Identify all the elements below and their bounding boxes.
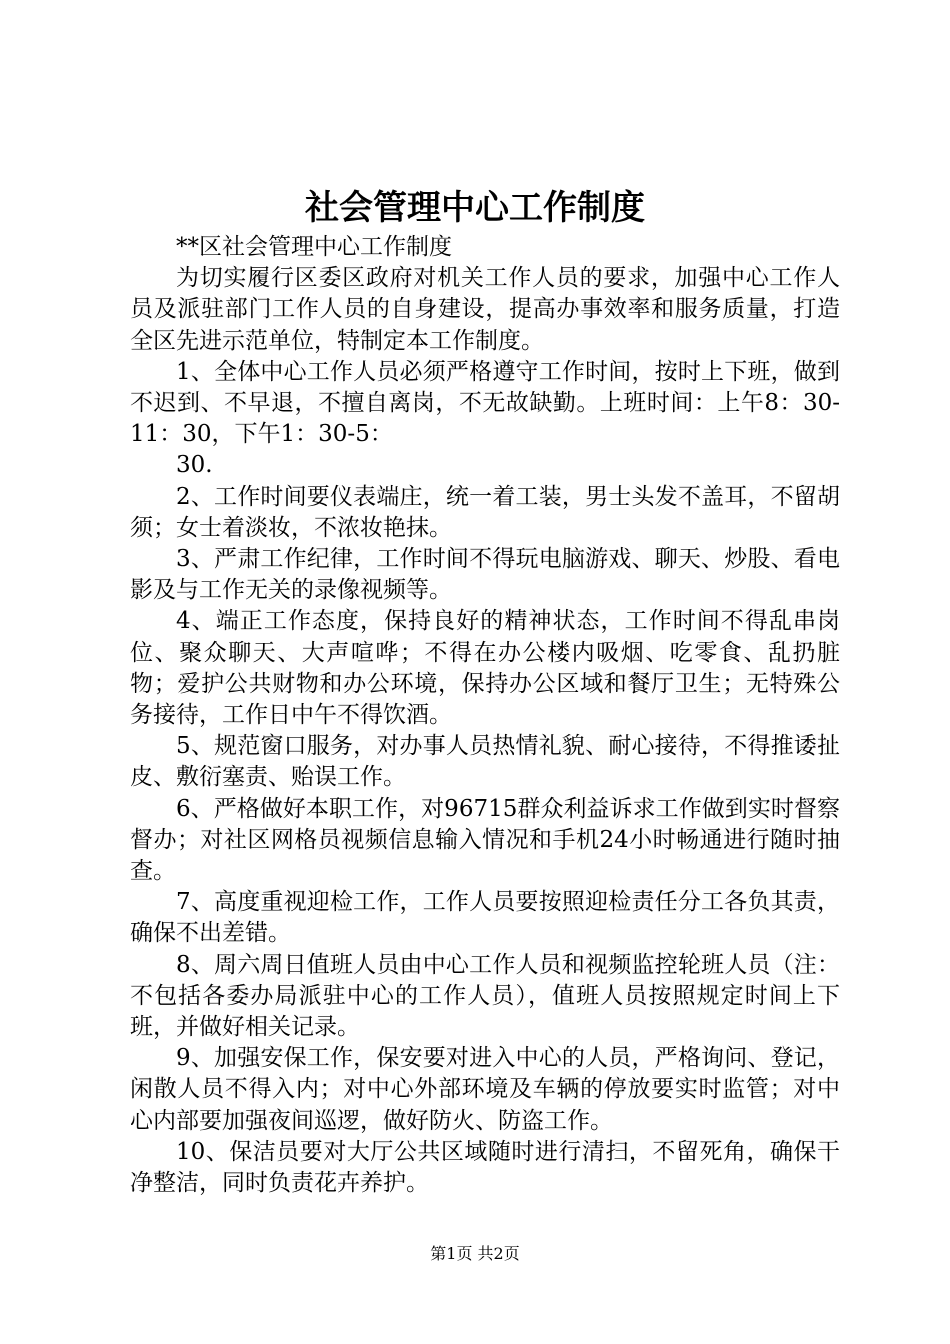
paragraph-rule-1-continued: 30. (176, 452, 213, 479)
paragraph-heading: **区社会管理中心工作制度 (176, 234, 452, 260)
document-title: 社会管理中心工作制度 (305, 188, 645, 228)
paragraph-rule-3: 3、严肃工作纪律，工作时间不得玩电脑游戏、聊天、炒股、看电影及与工作无关的录像视频等。 (130, 546, 840, 604)
paragraph-rule-9: 9、加强安保工作，保安要对进入中心的人员，严格询问、登记，闲散人员不得入内；对中心外部环境及车辆的停放要实时监管；对中心内部要加强夜间巡逻，做好防火、防盗工作。 (130, 1045, 840, 1134)
paragraph-rule-1: 1、全体中心工作人员必须严格遵守工作时间，按时上下班，做到不迟到、不早退，不擅自离岗，不无故缺勤。上班时间：上午8：30-11：30，下午1：30-5： (130, 358, 840, 448)
paragraph-rule-8: 8、周六周日值班人员由中心工作人员和视频监控轮班人员（注：不包括各委办局派驻中心的工作人员），值班人员按照规定时间上下班，并做好相关记录。 (130, 951, 840, 1041)
page-footer: 第1页 共2页 (430, 1244, 520, 1263)
paragraph-rule-6: 6、严格做好本职工作，对96715群众利益诉求工作做到实时督察督办；对社区网格员视频信息输入情况和手机24小时畅通进行随时抽查。 (130, 795, 840, 885)
paragraph-rule-10: 10、保洁员要对大厅公共区域随时进行清扫，不留死角，确保干净整洁，同时负责花卉养护。 (130, 1138, 840, 1197)
paragraph-rule-4: 4、端正工作态度，保持良好的精神状态，工作时间不得乱串岗位、聚众聊天、大声喧哗；不得在办公楼内吸烟、吃零食、乱扔脏物；爱护公共财物和办公环境，保持办公区域和餐厅卫生；无特殊公务接待，工作日中午不得饮酒。 (130, 608, 840, 729)
paragraph-rule-2: 2、工作时间要仪表端庄，统一着工装，男士头发不盖耳，不留胡须；女士着淡妆，不浓妆艳抹。 (130, 483, 840, 541)
document-body (130, 232, 840, 1199)
paragraph-rule-7: 7、高度重视迎检工作，工作人员要按照迎检责任分工各负其责，确保不出差错。 (130, 889, 840, 947)
paragraph-intro: 为切实履行区委区政府对机关工作人员的要求，加强中心工作人员及派驻部门工作人员的自身建设，提高办事效率和服务质量，打造全区先进示范单位，特制定本工作制度。 (130, 265, 840, 354)
paragraph-rule-5: 5、规范窗口服务，对办事人员热情礼貌、耐心接待，不得推诿扯皮、敷衍塞责、贻误工作。 (130, 733, 840, 791)
